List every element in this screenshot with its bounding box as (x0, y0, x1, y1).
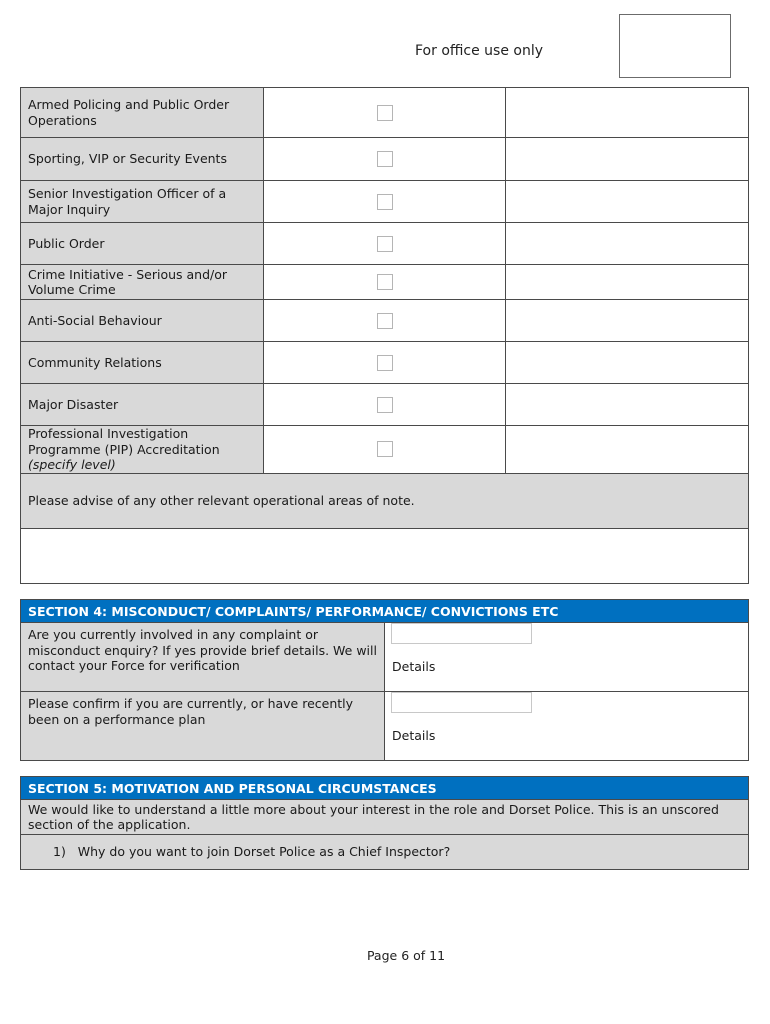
area-label-note: (specify level) (28, 457, 116, 472)
area-checkbox-cell (264, 181, 506, 223)
area-notes-cell[interactable] (506, 138, 749, 181)
area-notes-cell[interactable] (506, 223, 749, 265)
table-row (21, 265, 749, 300)
table-row (21, 88, 749, 138)
area-notes-cell[interactable] (506, 181, 749, 223)
table-row (21, 181, 749, 223)
table-row (21, 473, 749, 528)
area-label: Senior Investigation Officer of a Major Inquiry (21, 181, 264, 223)
table-row (21, 300, 749, 342)
details-input[interactable] (391, 692, 532, 713)
area-label: Armed Policing and Public Order Operations (21, 88, 264, 138)
table-row (21, 600, 749, 623)
office-use-box[interactable] (619, 14, 731, 78)
area-checkbox-cell (264, 138, 506, 181)
area-checkbox[interactable] (377, 441, 393, 457)
area-checkbox-cell (264, 384, 506, 426)
table-row (21, 426, 749, 474)
table-row (21, 800, 749, 835)
table-row (21, 692, 749, 761)
other-areas-prompt: Please advise of any other relevant operational areas of note. (21, 473, 749, 528)
section5-table (20, 776, 749, 870)
table-row (21, 835, 749, 870)
area-label: Public Order (21, 223, 264, 265)
area-checkbox-cell (264, 426, 506, 474)
other-areas-input[interactable] (21, 528, 749, 583)
area-checkbox[interactable] (377, 274, 393, 290)
section5-intro: We would like to understand a little more about your interest in the role and Dorset Police. This is an unscored section of the application. (21, 800, 749, 835)
area-checkbox[interactable] (377, 313, 393, 329)
area-label: Professional Investigation Programme (PIP) Accreditation (28, 426, 220, 457)
operational-areas-table (20, 87, 749, 584)
area-checkbox[interactable] (377, 236, 393, 252)
details-label: Details (392, 659, 436, 674)
section5-title: SECTION 5: MOTIVATION AND PERSONAL CIRCUMSTANCES (21, 777, 749, 800)
area-checkbox[interactable] (377, 397, 393, 413)
area-checkbox-cell (264, 223, 506, 265)
table-row (21, 777, 749, 800)
area-notes-cell[interactable] (506, 342, 749, 384)
table-row (21, 342, 749, 384)
details-cell (385, 692, 749, 761)
area-notes-cell[interactable] (506, 88, 749, 138)
details-input[interactable] (391, 623, 532, 644)
page-number: Page 6 of 11 (366, 948, 446, 963)
area-label-cell (21, 426, 264, 474)
area-label: Community Relations (21, 342, 264, 384)
area-checkbox-cell (264, 342, 506, 384)
area-checkbox-cell (264, 88, 506, 138)
area-checkbox[interactable] (377, 105, 393, 121)
office-use-label: For office use only (415, 43, 544, 59)
table-row (21, 528, 749, 583)
area-label: Anti-Social Behaviour (21, 300, 264, 342)
section5-question-1: 1) Why do you want to join Dorset Police as a Chief Inspector? (21, 835, 749, 870)
details-label: Details (392, 728, 436, 743)
area-checkbox[interactable] (377, 194, 393, 210)
area-notes-cell[interactable] (506, 384, 749, 426)
area-label: Sporting, VIP or Security Events (21, 138, 264, 181)
table-row (21, 138, 749, 181)
area-checkbox[interactable] (377, 355, 393, 371)
table-row (21, 623, 749, 692)
area-notes-cell[interactable] (506, 300, 749, 342)
table-row (21, 223, 749, 265)
question-text: Please confirm if you are currently, or have recently been on a performance plan (21, 692, 385, 761)
area-checkbox[interactable] (377, 151, 393, 167)
area-notes-cell[interactable] (506, 265, 749, 300)
area-checkbox-cell (264, 300, 506, 342)
section4-table (20, 599, 749, 761)
details-cell (385, 623, 749, 692)
area-checkbox-cell (264, 265, 506, 300)
area-label: Crime Initiative - Serious and/or Volume Crime (21, 265, 264, 300)
question-text: Are you currently involved in any complaint or misconduct enquiry? If yes provide brief details. We will contact your Force for verification (21, 623, 385, 692)
area-notes-cell[interactable] (506, 426, 749, 474)
table-row (21, 384, 749, 426)
section4-title: SECTION 4: MISCONDUCT/ COMPLAINTS/ PERFORMANCE/ CONVICTIONS ETC (21, 600, 749, 623)
area-label: Major Disaster (21, 384, 264, 426)
